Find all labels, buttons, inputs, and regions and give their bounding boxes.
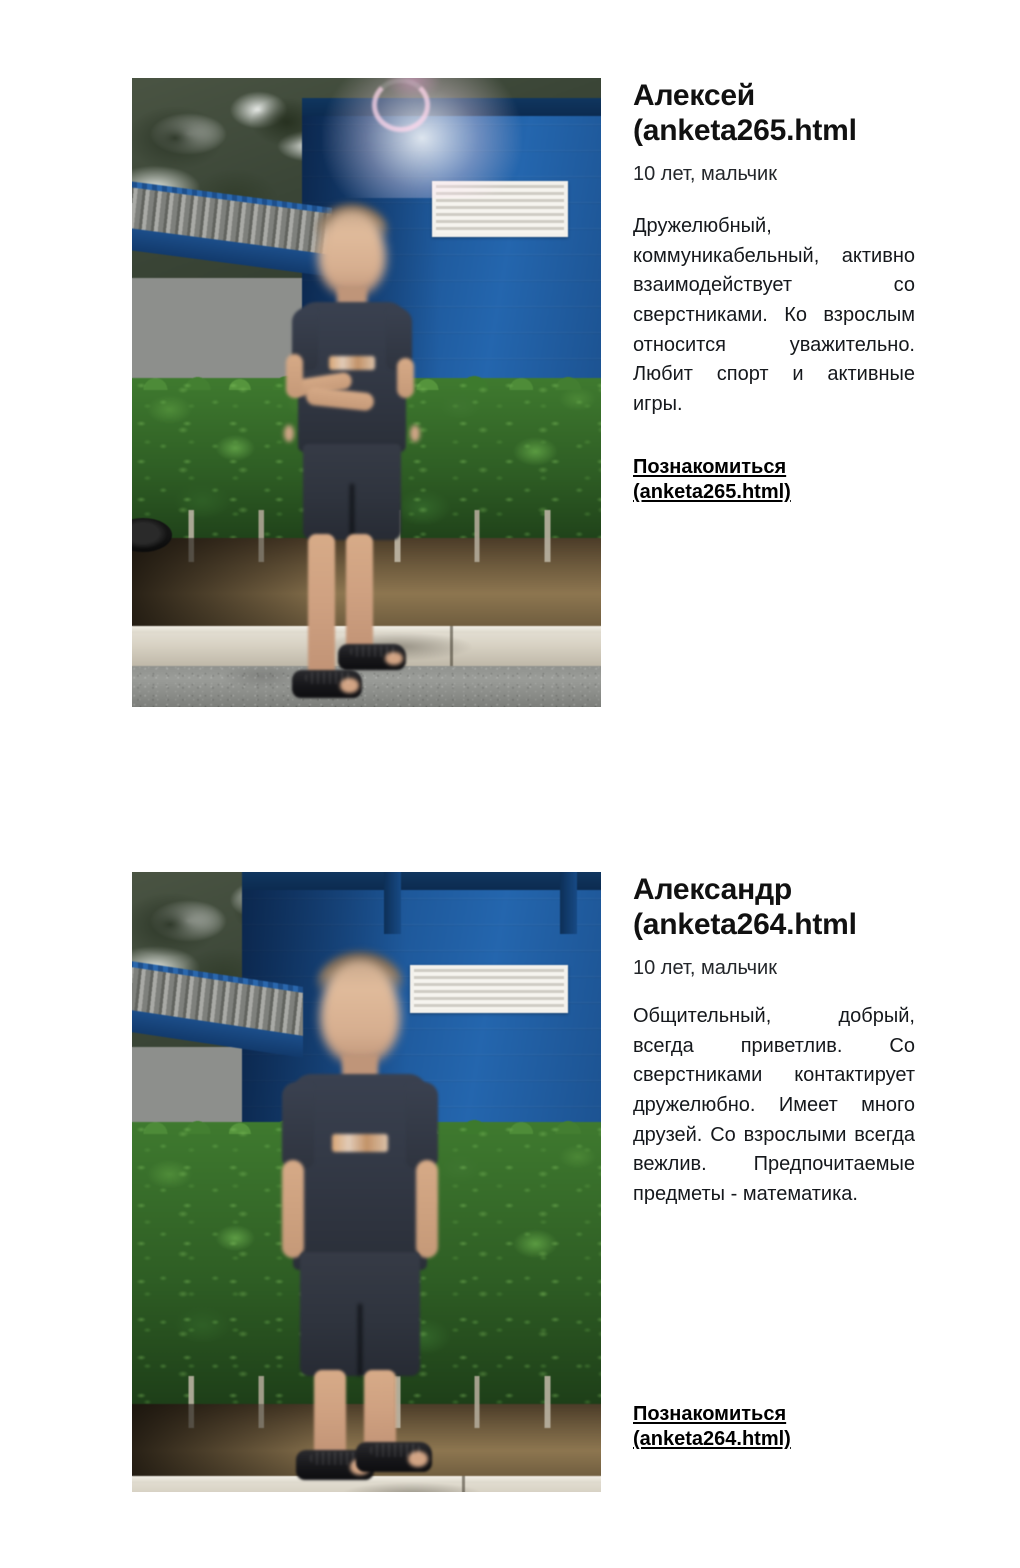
profile-title <box>633 78 915 148</box>
profile-description: Дружелюбный, коммуникабельный, активно взаимодействует со сверстниками. Ко взрослым относится уважительно. Любит спорт и активные игры. <box>633 215 915 415</box>
sandal-right <box>338 644 406 670</box>
get-acquainted-anchor: (anketa264.html) <box>633 1428 791 1450</box>
arm-left <box>282 1160 304 1258</box>
leg-right <box>346 534 373 662</box>
get-acquainted-link[interactable] <box>633 455 915 505</box>
louvered-vent <box>432 181 568 237</box>
profile-text-column <box>633 872 915 1450</box>
building-eave <box>302 98 601 116</box>
profile-title-anchor: (anketa264.html <box>633 908 857 942</box>
sleeve-left <box>282 1082 314 1168</box>
sandal-left <box>292 670 362 698</box>
arm-right <box>416 1160 438 1258</box>
shorts-center-seam <box>358 1304 362 1376</box>
shorts <box>303 444 401 540</box>
blurred-face <box>320 960 400 1064</box>
profile-subtitle: 10 лет, мальчик <box>633 957 777 980</box>
get-acquainted-anchor: (anketa265.html) <box>633 481 791 504</box>
profile-description: Общительный, добрый, всегда приветлив. Со сверстниками контактирует дружелюбно. Имеет много друзей. Со взрослыми всегда вежлив. Предпочитаемые предметы - математика. <box>633 1005 915 1205</box>
tshirt-logo <box>332 1134 388 1152</box>
photo-scene <box>132 872 601 1492</box>
toes-right <box>408 1451 428 1467</box>
leg-left <box>308 534 335 684</box>
child-figure <box>262 204 442 707</box>
child-figure <box>260 952 460 1492</box>
forearm-left <box>286 354 303 398</box>
toes-right <box>385 652 403 666</box>
tshirt-logo <box>329 356 375 370</box>
building-eave <box>242 872 601 890</box>
profile-text-column <box>633 78 915 505</box>
profile-subtitle: 10 лет, мальчик <box>633 163 777 186</box>
profile-photo <box>132 78 601 707</box>
lens-flare-ring <box>372 78 430 132</box>
get-acquainted-label: Познакомиться <box>633 456 787 479</box>
building-post-right <box>560 872 577 934</box>
building-post-left <box>384 872 401 934</box>
ear-right <box>410 425 420 442</box>
profile-name: Александр <box>633 873 793 906</box>
profile-title-anchor: (anketa265.html <box>633 114 857 148</box>
profile-photo <box>132 872 601 1492</box>
toes-left <box>340 678 358 693</box>
forearm-right <box>397 358 414 398</box>
shorts <box>300 1252 420 1376</box>
get-acquainted-link[interactable] <box>633 1402 791 1452</box>
sleeve-right <box>406 1082 438 1168</box>
profile-title <box>633 872 915 942</box>
get-acquainted-label: Познакомиться <box>633 1403 787 1425</box>
blurred-face <box>318 210 386 296</box>
sandal-right <box>356 1442 432 1472</box>
shorts-center-seam <box>350 484 354 540</box>
ear-left <box>284 425 294 442</box>
profile-name: Алексей <box>633 79 756 112</box>
photo-scene <box>132 78 601 707</box>
